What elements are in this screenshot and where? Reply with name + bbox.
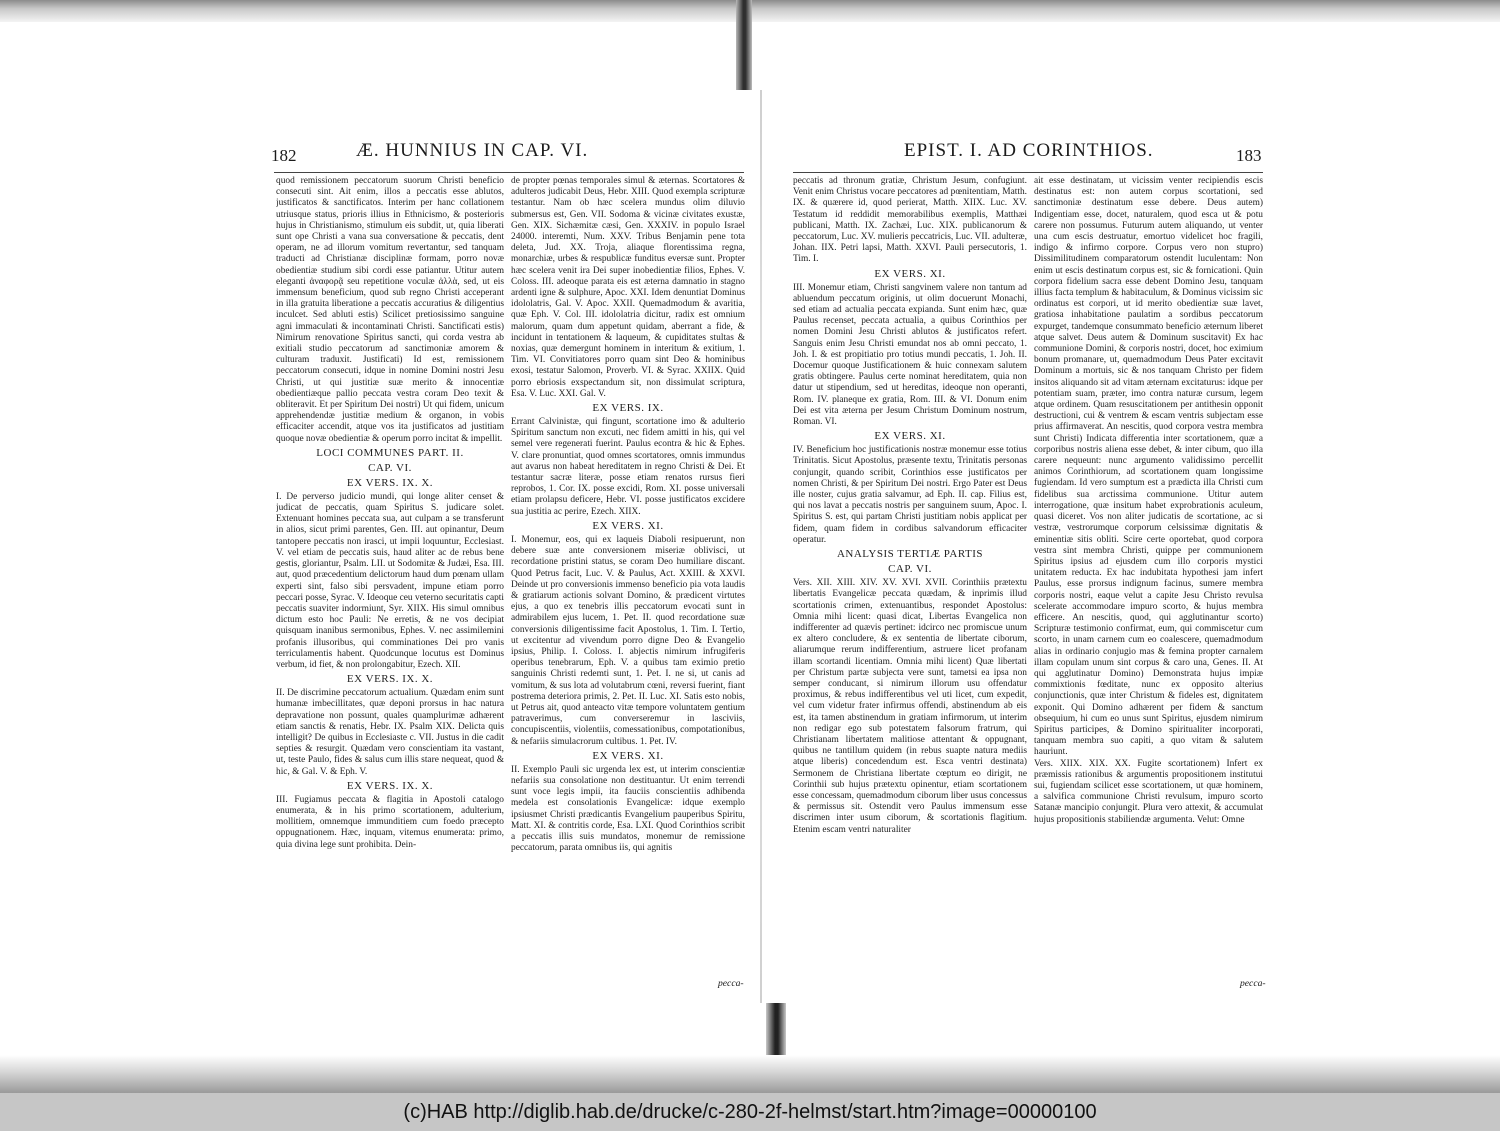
- paragraph: Vers. XIIX. XIX. XX. Fugite scortationem) Infert ex præmissis rationibus & argumentis propositionem institutui sui, fugiendam scilicet esse scortationem, ut quæ hominem, a salvifica communione Christi revulsum, impuro scorto Satanæ mancipio conjungit. Plura vero attexit, & accumulat hujus propositionis stabiliendæ argumenta. Velut: Omne: [1034, 758, 1263, 825]
- section-heading: CAP. VI.: [888, 563, 932, 576]
- left-header-rule: [274, 172, 744, 173]
- section-heading: ANALYSIS TERTIÆ PARTIS: [836, 548, 984, 561]
- paragraph: peccatis ad thronum gratiæ, Christum Jesum, confugiunt. Venit enim Christus vocare peccatores ad pœnitentiam, Matth. IX. & quærere id, quod perierat, Matth. XIIX. Luc. XV. Testatum id reddidit memorabilibus exemplis, Matthæi publicani, Matth. IX. Zachæi, Luc. XIX. publicanorum & peccatorum, Luc. XV. mulieris peccatricis, Luc. VII. adulteræ, Johan. IIX. Petri lapsi, Matth. XXVI. Pauli persecutoris, 1. Tim. I.: [793, 176, 1027, 265]
- paragraph: III. Fugiamus peccata & flagitia in Apostoli catalogo enumerata, & in his primo scortationem, adulterium, mollitiem, omnemque immunditiem cum foedo præcepto oppugnationem. Hæc, inquam, vitemus enumerata: primo, quia divina lege sunt prohibita. Dein-: [276, 794, 504, 850]
- left-page-number: 182: [271, 146, 297, 165]
- paragraph: de propter pœnas temporales simul & æternas. Scortatores & adulteros judicabit Deus, Hebr. XIII. Quod exempla scripturæ testantur. Nam ob hæc scelera mundus olim diluvio submersus est, Gen. VII. Sodoma & vicinæ civitates exustæ, Gen. XIX. Sichæmitæ cæsi, Gen. XXXIV. in populo Israel 24000. interemti, Num. XXV. Tribus Benjamin pene tota deleta, Jud. XX. Troja, aliaque florentissima regna, monarchiæ, urbes & respublicæ funditus eversæ sunt. Propter hæc scelera venit ira Dei super inobedientiæ filios, Ephes. V. Coloss. III. adeoque parata eis est æterna damnatio in stagno ardenti igne & sulphure, Apoc. XXI. Idem denuntiat Dominus idololatris, Gal. V. Apoc. XXII. Quemadmodum & avaritia, quæ Eph. V. Col. III. idololatria dicitur, radix est omnium malorum, quam dum appetunt quidam, aberrant a fide, & incidunt in tentationem & laqueum, & cupiditates stultas & noxias, quæ demergunt hominem in interitum & exitium, 1. Tim. VI. Convitiatores porro quam sint Deo & hominibus exosi, testatur Salomon, Proverb. VI. & Syrac. XXIIX. Quid porro ebriosis exspectandum sit, non dissimulat scriptura, Esa. V. Luc. XXI. Gal. V.: [511, 176, 745, 399]
- section-heading: EX VERS. IX. X.: [346, 673, 434, 686]
- section-heading: EX VERS. IX. X.: [346, 779, 434, 792]
- right-page-number: 183: [1236, 146, 1262, 165]
- footer-bar: [0, 1093, 1500, 1131]
- paragraph: ait esse destinatam, ut vicissim venter recipiendis escis destinatus est: non autem corpus scortationi, sed sanctimoniæ destinatum esse debere. Deus autem) Indigentiam esse, docet, naturalem, quod esca ut & potu carere non possumus. Futurum autem aliquando, ut venter una cum escis destruatur, emortuo videlicet hoc fragili, indigo & infirmo corpore. Corpus vero non stupro) Dissimilitudinem comparatorum ostendit luculentam: Non enim ut escis destinatum corpus est, sic & fornicationi. Quin corpora fidelium sacra esse debent Domino Jesu, tanquam illius facta templum & habitaculum, & Dominus vicissim sic ordinatus est corpori, ut id merito obedientiæ suæ lavet, gratiosa inhabitatione paulatim a sordibus peccatorum expurget, tandemque consummato beneficio æternum liberet atque salvet. Deus autem & Dominum suscitavit) Ex hac communione Domini, & corporis nostri, docet, hoc eximium bonum promanare, ut, quemadmodum Deus Pater excitavit Dominum a mortuis, sic & nos tanquam Christo per fidem insitos aliquando sit ad vitam æternam excitaturus: idque per potentiam suam, præter, imo contra naturæ cursum, legem atque ordinem. Quam resuscitationem per antithesin opponit destructioni, cui & ventrem & escam ventris subjectam esse prius affirmaverat. An nescitis, quod corpora vestra membra sunt Christi) Indicata differentia inter scortationem, quæ a corporibus nostris aliena esse debet, & inter cibum, quo illa carere nequeunt: nunc argumento validissimo percellit animos Corinthiorum, ad scortationem quam longissime fugiendam. Id vero sumptum est a prædicta illa Christi cum fidelibus sua arctissima communione. Utitur autem interrogatione, quæ insitum habet exprobrationis aculeum, quasi diceret. Vos non aliter judicatis de scortatione, ac si vestræ, vestrorumque corporum celsissimæ dignitatis & eminentiæ sitis obliti. Scire certe oportebat, quod corpora vestra sint membra Christi, quippe per communionem Spiritus ipsius ad ejusdem cum illo corporis mystici unitatem reducta. Ex hac indubitata hypothesi jam infert Paulus, esse prorsus indignum facinus, sumere membra corporis nostri, eaque velut a capite Jesu Christo revulsa scelerate accommodare impuro scorto, & hujus membra efficere. An nescitis, quod, qui agglutinantur scorto) Scripturæ testimonio confirmat, eum, qui commiscetur cum scorto, in unam carnem cum eo coalescere, quemadmodum alias in ordinario conjugio mas & femina propter carnalem illam copulam unum sint corpus & caro una, Genes. II. At qui agglutinatur Domino) Demonstrata hujus impiæ commixtionis fœditate, nunc ex opposito alterius conjunctionis, quæ inter Christum & fideles est, dignitatem exponit. Qui Domino adhærent per fidem & sanctum obsequium, hi cum eo unus sunt Spiritus, ejusdem nimirum Spiritus participes, & Domino spiritualiter incorporati, tanquam membra suo capiti, a quo vitam & salutem hauriunt.: [1034, 176, 1263, 758]
- left-column-1: [276, 176, 504, 976]
- paragraph: I. De perverso judicio mundi, qui longe aliter censet & judicat de peccatis, quam Spiritus S. judicare solet. Extenuant homines peccata sua, aut culpam a se transferunt in alios, sicut primi parentes, Gen. III. aut opinantur, Deum tantopere peccatis non irasci, ut impii loquuntur, Ecclesiast. V. vel etiam de peccatis suis, haud aliter ac de rebus bene gestis, gloriantur, Psalm. LII. ut Sodomitæ & Judæi, Esa. III. aut, quod præcedentium delictorum haud dum pœnam ullam experti sint, falso sibi persvadent, impune etiam porro peccari posse, Syrac. V. Ideoque ceu veterno securitatis capti peccatis suaviter indormiunt, Syr. XIIX. His simul omnibus dictum esto hoc Pauli: Ne erretis, & ne vos decipiat quisquam inanibus sermonibus, Ephes. V. nec assimilemini profanis illusoribus, qui comminationes Dei pro vanis terriculamentis habent. Quodcunque locutus est Dominus verbum, id fiet, & non prolongabitur, Ezech. XII.: [276, 491, 504, 670]
- section-heading: LOCI COMMUNES PART. II.: [316, 446, 464, 459]
- section-heading: CAP. VI.: [368, 461, 412, 474]
- left-running-head: Æ. HUNNIUS IN CAP. VI.: [356, 140, 589, 161]
- section-heading: EX VERS. XI.: [874, 267, 946, 280]
- section-heading: EX VERS. XI.: [592, 519, 664, 532]
- book-gutter-top: [736, 0, 752, 90]
- paragraph: Vers. XII. XIII. XIV. XV. XVI. XVII. Corinthiis prætextu libertatis Evangelicæ peccata quædam, & inprimis illud scortationis crimen, extenuantibus, respondet Apostolus: Omnia mihi licent: quasi dicat, Libertas Evangelica non indifferenter ad quævis pertinet: idcirco nec promiscue unum ex altero concludere, & ex sententia de libertate ciborum, aliarumque rerum indifferentium, astruere licet profanam illam scortandi licentiam. Omnia mihi licent) Quæ libertati per Christum partæ subjecta vere sunt, tametsi ea ipsa non semper conducant, si nimirum illorum usu offendatur proximus, & rebus indifferentibus vel uti licet, cum expedit, vel cum videtur frater infirmus offendi, abstinendum ab eis est, ita tamen abstinendum in gratiam infirmorum, ut interim non redigar ego sub potestatem falsorum fratrum, qui Christianam libertatem malitiose attentant & oppugnant, quibus ne tantillum quidem (in rebus suapte natura mediis atque liberis) concedendum est. Esca ventri destinata) Sermonem de Christiana libertate cœptum eo dirigit, ne Corinthii sub hujus prætextu opinentur, etiam scortationem esse concessam, quemadmodum ciborum liber usus concessus & permissus sit. Ostendit vero Paulus immensum esse discrimen inter usum ciborum, & scortationis flagitium. Etenim escam ventri naturaliter: [793, 578, 1027, 835]
- paragraph: IV. Beneficium hoc justificationis nostræ monemur esse totius Trinitatis. Sicut Apostolus, præsente textu, Trinitatis personas conjungit, quando scribit, Corinthios esse justificatos per nomen Christi, & per Spiritum Dei nostri. Ergo Pater est Deus ille noster, cujus gratia salvamur, ad Eph. II. cap. Filius est, qui nos lavat a peccatis nostris per sanguinem suum, Apoc. I. Spiritus S. est, qui partam Christi justitiam nobis applicat per fidem, quam fidem in cordibus salvandorum efficaciter operatur.: [793, 445, 1027, 545]
- left-column-2: [511, 176, 745, 976]
- left-catchword: pecca-: [718, 978, 744, 989]
- paragraph: II. De discrimine peccatorum actualium. Quædam enim sunt humanæ imbecillitates, quæ deponi prorsus in hac natura depravatione non possunt, quales quamplurimæ adhærent etiam sanctis & renatis, Hebr. IX. Psalm XIX. Delicta quis intelligit? De quibus in Ecclesiaste c. VII. Justus in die cadit septies & resurgit. Quædam vero conscientiam ita vastant, ut, teste Paulo, fides & salus cum illis stare nequeat, quod & hic, & Gal. V. & Eph. V.: [276, 688, 504, 777]
- paragraph: I. Monemur, eos, qui ex laqueis Diaboli resipuerunt, non debere suæ ante conversionem miseriæ oblivisci, ut recordatione pristini status, se coram Deo humiliare discant. Quod Petrus facit, Luc. V. & Paulus, Act. XXIII. & XXVI. Deinde ut pro conversionis immenso beneficio pia vota laudis & gratiarum actionis solvant Domino, & prædicent virtutes ejus, a quo ex tenebris illis peccatorum evocati sunt in admirabilem ejus lucem, 1. Pet. II. quod recordatione suæ conversionis diligentissime facit Apostolus, 1. Tim. I. Tertio, ut excitentur ad vivendum porro digne Deo & Evangelio ipsius, Philip. I. Coloss. I. abjectis nimirum infrugiferis operibus tenebrarum, Eph. V. a quibus tam eximio pretio sanguinis Christi redemti sunt, 1. Pet. I. ne si, ut canis ad vomitum, & sus lota ad volutabrum cœni, reversi fuerint, fiant postrema deteriora primis, 2. Pet. II. Luc. XI. Satis esto nobis, ut Petrus ait, quod anteacto vitæ tempore voluntatem gentium patraverimus, cum converseremur in lasciviis, concupiscentiis, violentiis, comessationibus, compotationibus, & nefariis simulacrorum cultibus. 1. Pet. IV.: [511, 534, 745, 747]
- book-gutter: [760, 90, 762, 1003]
- section-heading: EX VERS. IX.: [592, 402, 664, 415]
- scan-bottom-edge: [0, 1055, 1500, 1093]
- right-running-head: EPIST. I. AD CORINTHIOS.: [904, 140, 1154, 161]
- section-heading: EX VERS. XI.: [874, 430, 946, 443]
- right-catchword: pecca-: [1240, 978, 1266, 989]
- section-heading: EX VERS. XI.: [592, 749, 664, 762]
- right-column-2: [1034, 176, 1263, 976]
- paragraph: II. Exemplo Pauli sic urgenda lex est, ut interim conscientiæ nefariis sua consolatione non destituantur. Ut enim terrendi sunt voce legis impii, ita fauciis conscientiis adhibenda medela est consolationis Evangelicæ: idque exemplo ipsiusmet Christi prædicantis Evangelium pauperibus Spiritu, Matt. XI. & contritis corde, Esa. LXI. Quod Corinthios scribit a peccatis illis suis mundatos, monemur de remissione peccatorum, parata omnibus iis, qui agnitis: [511, 764, 745, 854]
- paragraph: Errant Calvinistæ, qui fingunt, scortatione imo & adulterio Spiritum sanctum non excuti, nec fidem amitti in his, qui vel semel vere regenerati fuerint. Paulus econtra & hic & Ephes. V. clare pronuntiat, quod omnes scortatores, omnis immundus aut avarus non habeat hereditatem in regno Christi & Dei. Et testantur sacræ literæ, posse etiam renatos rursus fieri reprobos, 1. Cor. IX. posse excidi, Rom. XI. posse universali etiam prolapsu deficere, Hebr. VI. posse justificatos excidere sua justitia ac perire, Ezech. XIIX.: [511, 417, 745, 517]
- footer-copyright-url: (c)HAB http://diglib.hab.de/drucke/c-280-2f-helmst/start.htm?image=00000100: [403, 1100, 1097, 1123]
- right-column-1: [793, 176, 1027, 976]
- paragraph: III. Monemur etiam, Christi sangvinem valere non tantum ad abluendum peccatum originis, ut olim docuerunt Monachi, sed etiam ad actualia peccata expianda. Sunt enim hæc, quæ Paulus recenset, peccata actualia, a quibus Corinthios per nomen Domini Jesu Christi ablutos & justificatos refert. Sanguis enim Jesu Christi emundat nos ab omni peccato, 1. Joh. I. & est propitiatio pro totius mundi peccatis, 1. Joh. II. Docemur quoque Justificationem & huic connexam salutem gratis obtingere. Paulus certe nominat hereditatem, quia non datur ut stipendium, sed ut hereditas, ideoque non operanti, Rom. IV. planeque ex gratia, Rom. III. & VI. Donum enim Dei est vita æterna per Jesum Christum Dominum nostrum, Roman. VI.: [793, 282, 1027, 428]
- section-heading: EX VERS. IX. X.: [346, 476, 434, 489]
- paragraph: quod remissionem peccatorum suorum Christi beneficio consecuti sint. Ait enim, illos a peccatis esse ablutos, justificatos & sanctificatos. Interim per hanc collationem utriusque status, prioris illius in Ethnicismo, & posterioris hujus in Christianismo, stimulum eis subdit, ut, quia liberati sunt ope Christi a vana sua conversatione & peccatis, dent operam, ne ad illorum vomitum revertantur, sed tanquam traducti ad Christianæ disciplinæ formam, porro novæ obedientiæ studium sibi cordi esse patiantur. Utitur autem eleganti ἀναφορᾷ seu repetitione voculæ ἀλλὰ, sed, ut eis immensum beneficium, quod sub regno Christi acceperant in illa gratuita liberatione a peccatis accuratius & diligentius inculcet. Sed abluti estis) Scilicet pretiosissimo sanguine agni immaculati & incontaminati Christi. Sanctificati estis) Nimirum renovatione Spiritus sancti, qui corda vestra ab exitiali studio peccatorum ad sanctimoniæ amorem & culturam traduxit. Justificati) Id est, remissionem peccatorum consecuti, idque in nomine Domini nostri Jesu Christi, ut qui justitiæ suæ merito & innocentiæ obedientiæque pallio peccata vestra coram Deo texit & obliteravit. Et per Spiritum Dei nostri) Ut qui fidem, unicum apprehendendæ justitiæ medium & organon, in vobis efficaciter accendit, atque vos ita justificatos ad justitiam quoque novæ obedientiæ & operum porro incitat & impellit.: [276, 176, 504, 444]
- right-header-rule: [793, 172, 1263, 173]
